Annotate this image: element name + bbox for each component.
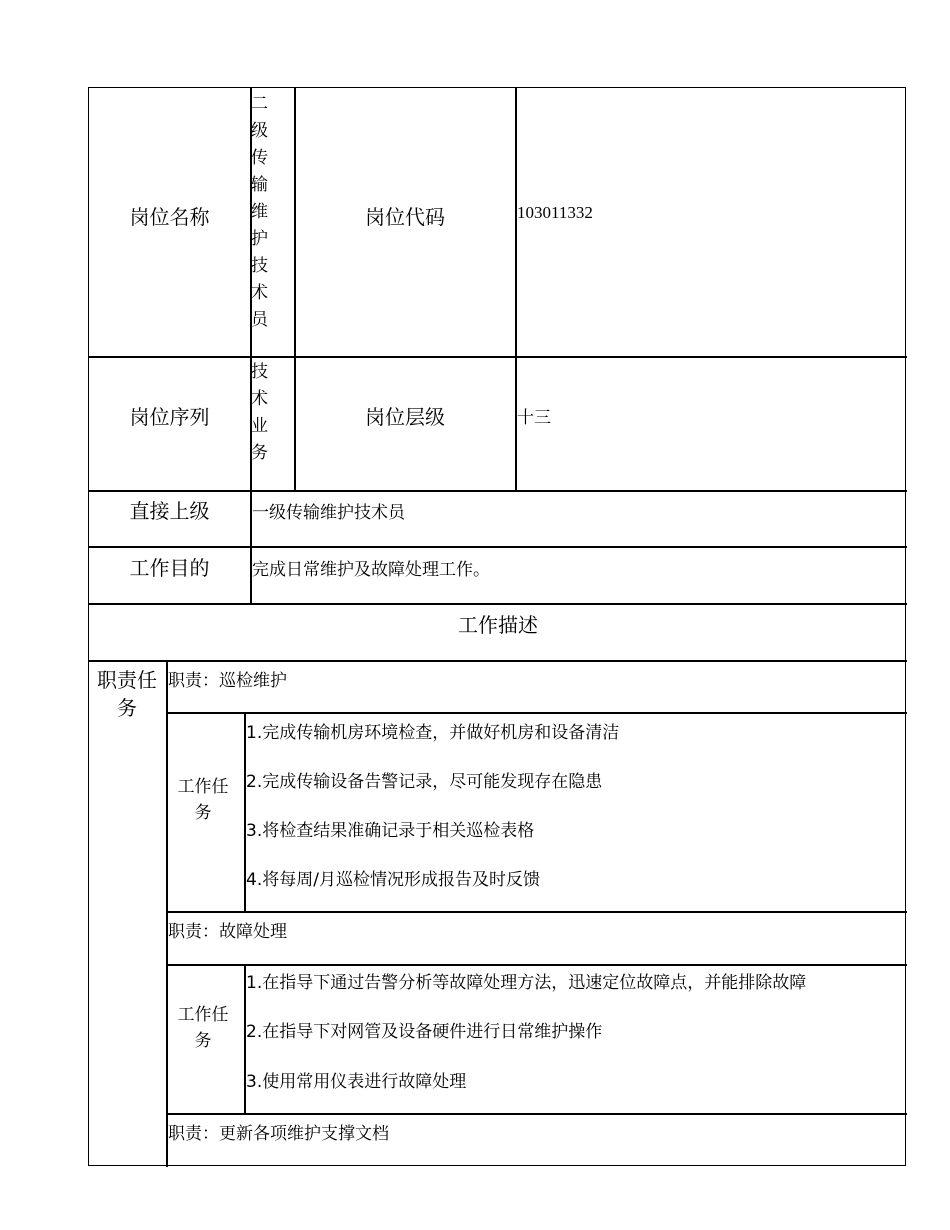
job-level-label: 岗位层级	[365, 405, 445, 429]
job-level-value: 十三	[517, 408, 551, 428]
task-item: 3.使用常用仪表进行故障处理	[246, 1072, 467, 1092]
job-name-value: 二级传输维护技术员	[251, 94, 268, 330]
task-item: 2.在指导下对网管及设备硬件进行日常维护操作	[246, 1022, 603, 1042]
job-description-table	[88, 87, 906, 1166]
duty-title: 职责：故障处理	[168, 922, 287, 942]
task-label: 工作任务	[177, 777, 229, 823]
task-label: 工作任务	[177, 1005, 229, 1051]
duty-title: 职责：巡检维护	[168, 671, 287, 691]
purpose-value: 完成日常维护及故障处理工作。	[252, 560, 490, 580]
task-item: 4.将每周/月巡检情况形成报告及时反馈	[246, 870, 540, 890]
row-divider	[166, 911, 907, 913]
purpose-label: 工作目的	[129, 556, 210, 580]
duty-label: 职责任务	[97, 668, 157, 720]
row-divider	[89, 546, 907, 548]
job-sequence-value: 技术业务	[251, 362, 268, 463]
col-divider	[166, 660, 168, 1167]
job-name-label: 岗位名称	[129, 205, 210, 229]
row-divider	[89, 356, 907, 358]
col-divider	[515, 88, 517, 490]
row-divider	[89, 660, 907, 662]
supervisor-label: 直接上级	[129, 499, 210, 523]
row-divider	[166, 1113, 907, 1115]
section-title: 工作描述	[458, 613, 538, 637]
duty-title: 职责：更新各项维护支撑文档	[168, 1124, 389, 1144]
job-sequence-label: 岗位序列	[129, 405, 210, 429]
job-code-value: 103011332	[517, 203, 593, 222]
supervisor-value: 一级传输维护技术员	[252, 503, 405, 523]
task-item: 1.在指导下通过告警分析等故障处理方法，迅速定位故障点，并能排除故障	[246, 973, 807, 993]
row-divider	[166, 964, 907, 966]
row-divider	[166, 712, 907, 714]
task-item: 2.完成传输设备告警记录，尽可能发现存在隐患	[246, 772, 603, 792]
job-code-label: 岗位代码	[365, 205, 445, 229]
row-divider	[89, 603, 907, 605]
row-divider	[89, 490, 907, 492]
task-item: 1.完成传输机房环境检查，并做好机房和设备清洁	[246, 723, 620, 743]
task-item: 3.将检查结果准确记录于相关巡检表格	[246, 821, 535, 841]
